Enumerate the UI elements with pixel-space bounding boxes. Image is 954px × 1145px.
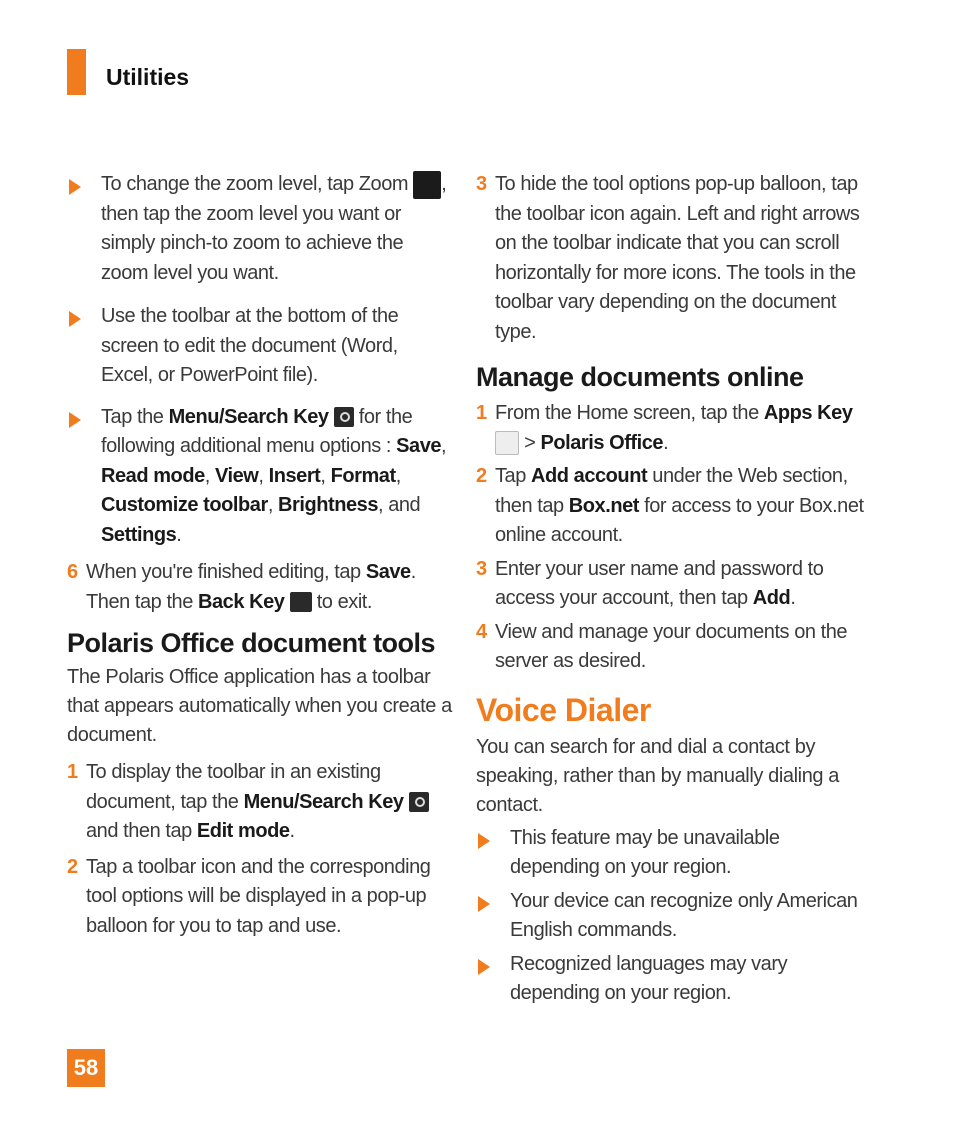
- bullet-arrow-icon: [478, 959, 490, 975]
- left-column: [67, 170, 452, 941]
- numbered-item: 1 From the Home screen, tap the Apps Key > Polaris Office.: [476, 399, 868, 458]
- numbered-item: 2 Tap Add account under the Web section, then tap Box.net for access to your Box.net online account.: [476, 462, 868, 551]
- menu-search-key-icon: [334, 407, 354, 427]
- step-number: 3: [476, 173, 488, 195]
- section-title: Manage documents online: [476, 362, 804, 392]
- step-number: 6: [67, 561, 79, 583]
- menu-search-key-icon: [409, 792, 429, 812]
- right-column: [476, 170, 868, 1009]
- step-number: 1: [67, 761, 79, 783]
- header-accent-bar: [67, 49, 86, 95]
- page-header-title: Utilities: [106, 64, 190, 90]
- bullet-arrow-icon: [478, 896, 490, 912]
- list-item: Recognized languages may vary depending on your region.: [476, 950, 868, 1009]
- bullet-arrow-icon: [478, 833, 490, 849]
- list-item: Tap the Menu/Search Key for the following additional menu options : Save, Read mode, View, Insert, Format, Customize toolbar, Brightness, and Settings.: [67, 403, 452, 551]
- step-number: 4: [476, 620, 488, 643]
- step-number: 1: [476, 402, 488, 424]
- bullet-arrow-icon: [69, 412, 81, 428]
- numbered-item: 1 To display the toolbar in an existing document, tap the Menu/Search Key and then tap Edit mode.: [67, 758, 452, 847]
- numbered-item: 2 Tap a toolbar icon and the corresponding tool options will be displayed in a pop-up balloon for you to tap and use.: [67, 853, 452, 942]
- zoom-icon: [413, 171, 441, 199]
- list-item: Use the toolbar at the bottom of the screen to edit the document (Word, Excel, or PowerPoint file).: [67, 302, 452, 391]
- apps-key-icon: [495, 431, 519, 455]
- step-number: 2: [476, 465, 488, 487]
- numbered-item: 4 View and manage your documents on the server as desired.: [476, 618, 868, 677]
- step-number: 2: [67, 855, 79, 878]
- step-number: 3: [476, 557, 488, 580]
- bullet-arrow-icon: [69, 311, 81, 327]
- list-item: This feature may be unavailable depending on your region.: [476, 824, 868, 883]
- section-title: Polaris Office document tools: [67, 628, 436, 658]
- voice-dialer-title: Voice Dialer: [476, 691, 651, 728]
- page-number: 58: [67, 1049, 105, 1087]
- numbered-item: 3 Enter your user name and password to access your account, then tap Add.: [476, 555, 868, 614]
- section-intro: The Polaris Office application has a toolbar that appears automatically when you create a document.: [67, 666, 452, 746]
- back-key-icon: [290, 592, 312, 612]
- list-item: To change the zoom level, tap Zoom , then tap the zoom level you want or simply pinch-to zoom to achieve the zoom level you want.: [67, 170, 452, 288]
- numbered-item: 6 When you're finished editing, tap Save. Then tap the Back Key to exit.: [67, 558, 452, 617]
- numbered-item: 3 To hide the tool options pop-up balloon, tap the toolbar icon again. Left and right arrows on the toolbar indicate that you can scroll horizontally for more icons. The tools in the toolbar vary depending on the document type.: [476, 170, 868, 347]
- list-item: Your device can recognize only American English commands.: [476, 887, 868, 946]
- bullet-arrow-icon: [69, 179, 81, 195]
- voice-dialer-intro: You can search for and dial a contact by speaking, rather than by manually dialing a contact.: [476, 735, 840, 816]
